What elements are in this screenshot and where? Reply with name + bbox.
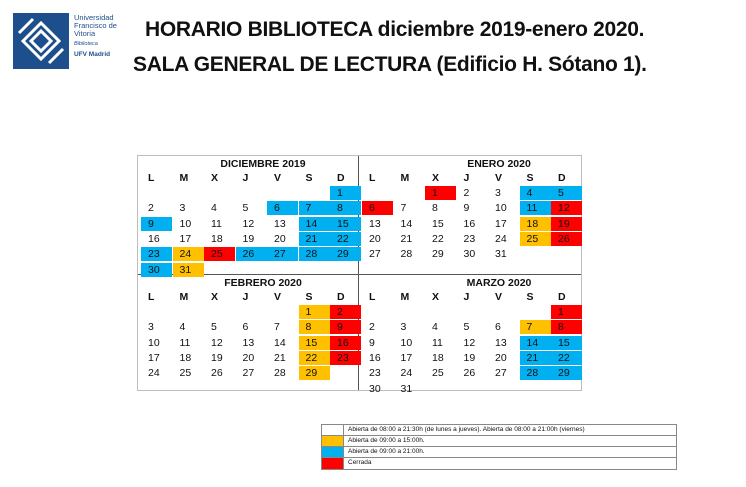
calendar-day: 2 [463, 187, 470, 199]
calendar-day: 21 [299, 232, 330, 246]
calendar-day: 10 [148, 336, 160, 349]
calendar-day: 31 [495, 248, 507, 261]
calendar-day: 16 [463, 217, 476, 230]
calendar-day: 22 [551, 351, 582, 365]
calendar-day: 20 [369, 232, 381, 245]
month-0 [138, 156, 358, 274]
weekday-header: D [337, 291, 345, 303]
weekday-header: V [274, 172, 282, 184]
calendar-day: 10 [179, 217, 192, 230]
calendar-day: 19 [211, 351, 223, 364]
legend-label: Cerrada [348, 459, 372, 466]
legend-swatch [322, 458, 344, 469]
calendar-day: 24 [495, 232, 507, 245]
weekday-header: M [400, 291, 410, 303]
logo-line-1: Universidad [74, 13, 114, 22]
calendar-day: 3 [148, 321, 154, 334]
calendar-day: 28 [520, 366, 551, 380]
calendar-day: 11 [179, 336, 191, 349]
calendar-day: 17 [495, 217, 507, 230]
calendar-day: 15 [330, 217, 361, 231]
calendar-day: 26 [551, 232, 582, 246]
calendar-day: 9 [141, 217, 172, 231]
calendar-day: 30 [463, 248, 476, 261]
calendar-day: 11 [520, 201, 551, 215]
weekday-header: L [148, 291, 155, 303]
calendar-day: 4 [179, 321, 186, 334]
calendar-day: 31 [173, 263, 204, 277]
calendar-day: 26 [463, 367, 476, 380]
calendar-day: 11 [211, 217, 222, 230]
legend-row [322, 425, 676, 436]
weekday-header: X [211, 172, 219, 184]
month-title: ENERO 2020 [467, 158, 531, 170]
calendar-day: 21 [400, 232, 413, 245]
ufv-logo [13, 13, 69, 69]
calendar-day: 16 [148, 232, 160, 245]
calendar-day: 13 [495, 336, 507, 349]
calendar-day: 28 [274, 367, 286, 380]
calendar-day: 18 [432, 351, 444, 364]
calendar-day: 30 [369, 382, 381, 395]
page-title-line-2: SALA GENERAL DE LECTURA (Edificio H. Sótano 1). [133, 53, 647, 76]
calendar-day: 29 [299, 366, 330, 380]
month-title: FEBRERO 2020 [224, 277, 302, 289]
calendar-day: 5 [242, 202, 249, 215]
legend-swatch [322, 425, 344, 435]
legend-label: Abierta de 09:00 a 15:00h. [348, 437, 425, 444]
logo-line-5: UFV Madrid [74, 51, 111, 58]
calendar-day: 27 [369, 248, 381, 261]
calendar-day: 18 [520, 217, 551, 231]
calendar-day: 20 [274, 232, 286, 245]
legend-swatch [322, 447, 344, 457]
weekday-header: M [400, 172, 410, 184]
weekday-header: D [337, 172, 345, 184]
calendar-day: 25 [179, 367, 192, 380]
calendar-day: 19 [551, 217, 582, 231]
weekday-header: D [558, 172, 566, 184]
calendar-day: 29 [432, 248, 444, 261]
calendar-day: 29 [330, 247, 361, 261]
calendar-day: 8 [330, 201, 361, 215]
calendar-day: 9 [330, 320, 361, 334]
logo-line-3: Vitoria [74, 29, 96, 38]
calendar-day: 15 [432, 217, 444, 230]
month-title: MARZO 2020 [466, 277, 532, 289]
weekday-header: S [305, 291, 313, 303]
legend-label: Abierta de 08:00 a 21:30h (de lunes a jueves). Abierta de 08:00 a 21:00h (viernes) [348, 426, 585, 433]
calendar-day: 8 [551, 320, 582, 334]
weekday-header: V [274, 291, 282, 303]
calendar-day: 31 [400, 382, 413, 395]
calendar-day: 10 [400, 336, 413, 349]
calendar-day: 7 [274, 321, 280, 334]
calendar-day: 3 [495, 187, 501, 199]
calendar-day: 23 [463, 232, 476, 245]
calendar-day: 15 [551, 336, 582, 350]
calendar-day: 7 [299, 201, 330, 215]
calendar-day: 12 [211, 336, 223, 349]
calendar-day: 25 [432, 367, 444, 380]
calendar-day: 30 [141, 263, 172, 277]
weekday-header: M [179, 172, 189, 184]
calendar-day: 8 [299, 320, 330, 334]
calendar-day: 5 [551, 186, 582, 200]
calendar-day: 8 [432, 202, 438, 215]
calendar-day: 20 [495, 351, 507, 364]
calendar-day: 22 [432, 232, 444, 245]
calendar-day: 26 [211, 367, 223, 380]
calendar-day: 9 [369, 336, 375, 349]
calendar-day: 13 [274, 217, 286, 230]
calendar-day: 5 [463, 321, 470, 334]
calendar-day: 16 [369, 351, 381, 364]
calendar-day: 4 [520, 186, 551, 200]
calendar-day: 28 [400, 248, 413, 261]
calendar-day: 25 [204, 247, 235, 261]
month-title: DICIEMBRE 2019 [220, 158, 306, 170]
weekday-header: V [495, 172, 503, 184]
page-title-line-1: HORARIO BIBLIOTECA diciembre 2019-enero 2020. [145, 18, 645, 41]
weekday-header: M [179, 291, 189, 303]
calendar-day: 18 [211, 232, 223, 245]
calendar-day: 27 [267, 247, 298, 261]
calendar-day: 10 [495, 202, 507, 215]
calendar-day: 7 [400, 202, 407, 215]
calendar-day: 14 [299, 217, 330, 231]
logo-line-2: Francisco de [74, 21, 117, 30]
calendar-day: 17 [179, 232, 192, 245]
calendar-grid [137, 155, 582, 395]
calendar-day: 17 [400, 351, 413, 364]
calendar-day: 20 [242, 351, 255, 364]
legend-row [322, 447, 676, 458]
weekday-header: V [495, 291, 503, 303]
weekday-header: L [369, 172, 376, 184]
calendar-day: 2 [330, 305, 361, 319]
month-1 [359, 156, 579, 274]
calendar-day: 17 [148, 351, 160, 364]
calendar-day: 16 [330, 336, 361, 350]
calendar-day: 28 [299, 247, 330, 261]
calendar-day: 4 [211, 202, 217, 215]
calendar-day: 6 [242, 321, 249, 334]
calendar-day: 9 [463, 202, 470, 215]
calendar-day: 1 [551, 305, 582, 319]
weekday-header: J [242, 291, 249, 303]
month-2 [138, 275, 358, 393]
calendar-day: 1 [330, 186, 361, 200]
legend-label: Abierta de 09:00 a 21:00h. [348, 448, 425, 455]
calendar-day: 12 [242, 217, 255, 230]
calendar-day: 12 [551, 201, 582, 215]
legend-row [322, 436, 676, 447]
calendar-day: 19 [463, 351, 476, 364]
calendar-day: 14 [520, 336, 551, 350]
weekday-header: S [526, 291, 534, 303]
calendar-day: 6 [362, 201, 393, 215]
calendar-day: 1 [299, 305, 330, 319]
legend [321, 424, 677, 470]
calendar-day: 11 [432, 336, 443, 349]
calendar-day: 26 [236, 247, 267, 261]
calendar-day: 14 [400, 217, 413, 230]
weekday-header: J [463, 172, 470, 184]
calendar-day: 21 [520, 351, 551, 365]
weekday-header: D [558, 291, 566, 303]
weekday-header: X [432, 291, 440, 303]
calendar-day: 7 [520, 320, 551, 334]
logo-line-4: Biblioteca [74, 41, 98, 47]
calendar-day: 24 [148, 367, 160, 380]
calendar-day: 23 [369, 367, 381, 380]
calendar-day: 29 [551, 366, 582, 380]
calendar-day: 14 [274, 336, 286, 349]
calendar-day: 27 [495, 367, 507, 380]
weekday-header: S [526, 172, 534, 184]
weekday-header: X [432, 172, 440, 184]
weekday-header: L [369, 291, 376, 303]
ufv-logo-icon [13, 13, 69, 69]
calendar-day: 22 [330, 232, 361, 246]
legend-swatch [322, 436, 344, 446]
weekday-header: J [242, 172, 249, 184]
calendar-day: 18 [179, 351, 192, 364]
weekday-header: S [305, 172, 313, 184]
calendar-day: 21 [274, 351, 286, 364]
calendar-day: 2 [148, 202, 154, 215]
weekday-header: J [463, 291, 470, 303]
calendar-day: 2 [369, 321, 375, 334]
calendar-day: 24 [400, 367, 413, 380]
calendar-day: 12 [463, 336, 476, 349]
calendar-day: 23 [141, 247, 172, 261]
calendar-day: 6 [495, 321, 501, 334]
calendar-day: 24 [173, 247, 204, 261]
calendar-day: 5 [211, 321, 217, 334]
weekday-header: L [148, 172, 155, 184]
month-3 [359, 275, 579, 393]
calendar-day: 4 [432, 321, 438, 334]
legend-row [322, 458, 676, 469]
weekday-header: X [211, 291, 219, 303]
calendar-day: 25 [520, 232, 551, 246]
calendar-day: 1 [425, 186, 456, 200]
calendar-day: 23 [330, 351, 361, 365]
calendar-day: 19 [242, 232, 255, 245]
calendar-day: 13 [369, 217, 381, 230]
calendar-day: 27 [242, 367, 255, 380]
calendar-day: 13 [242, 336, 255, 349]
logo-text [74, 14, 134, 59]
calendar-day: 6 [267, 201, 298, 215]
calendar-day: 3 [179, 202, 186, 215]
calendar-day: 22 [299, 351, 330, 365]
calendar-day: 3 [400, 321, 407, 334]
calendar-day: 15 [299, 336, 330, 350]
